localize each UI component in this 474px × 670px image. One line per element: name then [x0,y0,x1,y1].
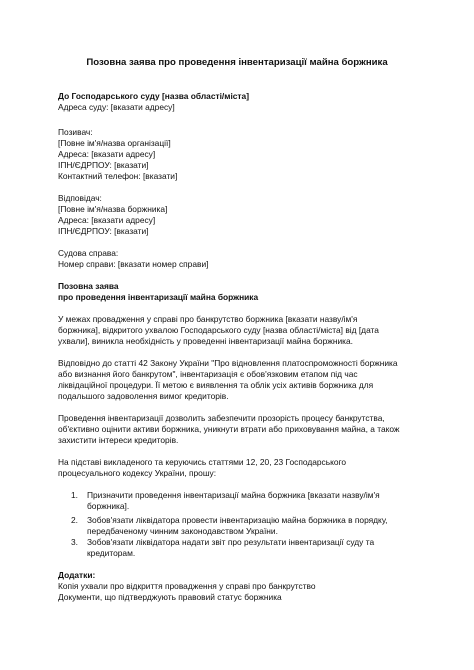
document-title: Позовна заява про проведення інвентаризації майна боржника [86,57,388,68]
plaintiff-tax-id: ІПН/ЄДРПОУ: [вказати] [58,160,149,170]
list-item-line: Призначити проведення інвентаризації майна боржника [вказати назву/ім'я [87,490,380,500]
plaintiff-address: Адреса: [вказати адресу] [58,149,156,159]
attachment-item: Документи, що підтверджують правовий статус боржника [58,592,282,602]
list-number: 3. [71,537,78,547]
attachment-item: Копія ухвали про відкриття провадження у справі про банкрутство [58,581,316,591]
list-item-line: кредиторам. [87,548,136,558]
paragraph-line: У межах провадження у справі про банкрутство боржника [вказати назву/ім'я [58,314,358,324]
paragraph-line: ухвали], виникла необхідність у проведенні інвентаризації майна боржника. [58,336,353,346]
paragraph-line: об'єктивно оцінити активи боржника, уникнути втрати або приховування майна, а також [58,424,400,434]
claim-heading: Позовна заява [58,281,119,291]
attachments-label: Додатки: [58,570,96,580]
paragraph-line: ліквідаційної процедури. Її метою є виявлення та облік усіх активів боржника для [58,380,374,390]
defendant-name: [Повне ім'я/назва боржника] [58,204,168,214]
plaintiff-label: Позивач: [58,127,93,137]
paragraph-line: Проведення інвентаризації дозволить забезпечити прозорість процесу банкрутства, [58,413,385,423]
paragraph-line: або визнання його банкрутом", інвентаризація є обов'язковим етапом під час [58,369,358,379]
defendant-label: Відповідач: [58,193,102,203]
list-item-line: Зобов'язати ліквідатора надати звіт про результати інвентаризації суду та [87,537,375,547]
case-number: Номер справи: [вказати номер справи] [58,259,209,269]
list-item-line: боржника]. [87,501,130,511]
list-item-line: Зобов'язати ліквідатора провести інвентаризацію майна боржника в порядку, [87,515,388,525]
paragraph-line: На підставі викладеного та керуючись статтями 12, 20, 23 Господарського [58,457,347,467]
court-addressee: До Господарського суду [назва області/міста] [58,91,249,101]
paragraph-line: Відповідно до статті 42 Закону України "Про відновлення платоспроможності боржника [58,358,398,368]
plaintiff-phone: Контактний телефон: [вказати] [58,171,178,181]
defendant-tax-id: ІПН/ЄДРПОУ: [вказати] [58,226,149,236]
paragraph-line: подальшого задоволення вимог кредиторів. [58,391,229,401]
list-number: 1. [71,490,78,500]
paragraph-line: боржника], відкритого ухвалою Господарського суду [назва області/міста] від [дата [58,325,379,335]
defendant-address: Адреса: [вказати адресу] [58,215,156,225]
case-label: Судова справа: [58,248,119,258]
list-number: 2. [71,515,78,525]
claim-subheading: про проведення інвентаризації майна боржника [58,292,259,302]
paragraph-line: захистити інтереси кредиторів. [58,435,179,445]
paragraph-line: процесуального кодексу України, прошу: [58,468,217,478]
plaintiff-name: [Повне ім'я/назва організації] [58,138,171,148]
court-address: Адреса суду: [вказати адресу] [58,102,175,112]
list-item-line: передбаченому чинним законодавством України. [87,526,278,536]
